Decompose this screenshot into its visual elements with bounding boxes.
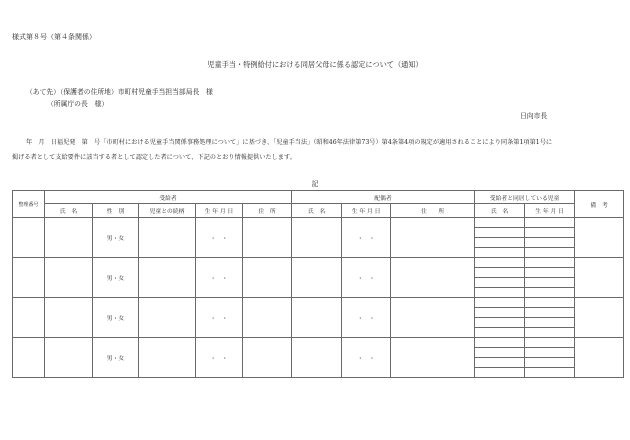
body-text-line-1: 年 月 日福児発 第 号「市町村における児童手当関係事務処理について」に基づき、「児童手当法」（昭和46年法律第73号）第4条第4項の規定が適用されることにより同条第1項第1号に [26,139,553,146]
child-birthdate-cell[interactable] [525,278,575,288]
group-header-row [13,191,624,204]
recipient-name-cell[interactable] [45,298,93,338]
spouse-address-cell[interactable] [391,298,475,338]
child-birthdate-cell[interactable] [525,238,575,248]
child-birthdate-cell[interactable] [525,368,575,378]
child-birthdate-cell[interactable] [525,228,575,238]
child-birthdate-header: 生 年 月 日 [525,204,575,218]
remarks-cell[interactable] [575,298,624,338]
child-name-cell[interactable] [475,328,525,338]
relationship-cell[interactable] [139,258,196,298]
spouse-address-cell[interactable] [391,338,475,378]
child-birthdate-cell[interactable] [525,248,575,258]
remarks-header: 備 考 [575,191,624,218]
information-table [12,190,624,378]
table-row [13,298,624,308]
recipient-sex-header: 性 別 [93,204,139,218]
spouse-name-cell[interactable] [292,338,342,378]
child-birthdate-cell[interactable] [525,268,575,278]
relationship-cell[interactable] [139,218,196,258]
child-name-cell[interactable] [475,368,525,378]
ki-heading: 記 [311,180,319,188]
child-birthdate-cell[interactable] [525,288,575,298]
recipient-birthdate-header: 生 年 月 日 [196,204,243,218]
child-name-cell[interactable] [475,298,525,308]
child-name-cell[interactable] [475,238,525,248]
column-header-row [13,204,624,218]
child-birthdate-cell[interactable] [525,258,575,268]
child-name-cell[interactable] [475,288,525,298]
spouse-name-cell[interactable] [292,258,342,298]
recipient-birthdate-cell[interactable]: ・ ・ [196,338,243,378]
child-name-cell[interactable] [475,218,525,228]
remarks-cell[interactable] [575,258,624,298]
child-name-cell[interactable] [475,308,525,318]
child-name-cell[interactable] [475,318,525,328]
child-birthdate-cell[interactable] [525,298,575,308]
recipient-birthdate-cell[interactable]: ・ ・ [196,218,243,258]
child-name-header: 氏 名 [475,204,525,218]
recipient-name-cell[interactable] [45,218,93,258]
recipient-birthdate-cell[interactable]: ・ ・ [196,298,243,338]
spouse-birthdate-cell[interactable]: ・ ・ [342,298,391,338]
spouse-group-header: 配偶者 [292,191,475,204]
recipient-birthdate-cell[interactable]: ・ ・ [196,258,243,298]
table-row [13,258,624,268]
table-row [13,338,624,348]
spouse-birthdate-cell[interactable]: ・ ・ [342,338,391,378]
child-name-cell[interactable] [475,278,525,288]
serial-number-cell[interactable] [13,338,45,378]
table-row [13,218,624,228]
recipient-address-header: 住 所 [243,204,292,218]
cohabiting-child-group-header: 受給者と同居している児童 [475,191,575,204]
body-text-line-2: 掲げる者として支給要件に該当する者として認定した者について、下記のとおり情報提供いたします。 [12,154,296,161]
document-title: 児童手当・特例給付における同居父母に係る認定について（通知） [207,60,423,69]
relationship-cell[interactable] [139,298,196,338]
recipient-group-header: 受給者 [45,191,292,204]
child-birthdate-cell[interactable] [525,348,575,358]
spouse-birthdate-cell[interactable]: ・ ・ [342,258,391,298]
spouse-birthdate-header: 生 年 月 日 [342,204,391,218]
child-name-cell[interactable] [475,338,525,348]
child-birthdate-cell[interactable] [525,338,575,348]
child-birthdate-cell[interactable] [525,318,575,328]
spouse-name-cell[interactable] [292,298,342,338]
addressee-line-1: （あて先）（保護者の住所地）市町村児童手当担当部局長 様 [26,88,213,96]
spouse-name-header: 氏 名 [292,204,342,218]
child-birthdate-cell[interactable] [525,358,575,368]
remarks-cell[interactable] [575,218,624,258]
recipient-name-cell[interactable] [45,338,93,378]
recipient-address-cell[interactable] [243,218,292,258]
child-name-cell[interactable] [475,358,525,368]
child-name-cell[interactable] [475,268,525,278]
addressee-line-2: （所属庁の長 様） [47,100,109,108]
recipient-address-cell[interactable] [243,258,292,298]
relationship-header: 児童との続柄 [139,204,196,218]
spouse-address-header: 住 所 [391,204,475,218]
recipient-sex-cell[interactable]: 男・女 [93,298,139,338]
child-birthdate-cell[interactable] [525,218,575,228]
issuer-name: 日向市長 [520,112,548,120]
relationship-cell[interactable] [139,338,196,378]
recipient-sex-cell[interactable]: 男・女 [93,218,139,258]
child-name-cell[interactable] [475,248,525,258]
child-name-cell[interactable] [475,258,525,268]
recipient-address-cell[interactable] [243,338,292,378]
serial-number-cell[interactable] [13,298,45,338]
child-name-cell[interactable] [475,228,525,238]
child-birthdate-cell[interactable] [525,328,575,338]
spouse-address-cell[interactable] [391,258,475,298]
recipient-address-cell[interactable] [243,298,292,338]
spouse-address-cell[interactable] [391,218,475,258]
spouse-birthdate-cell[interactable]: ・ ・ [342,218,391,258]
child-name-cell[interactable] [475,348,525,358]
serial-number-cell[interactable] [13,218,45,258]
recipient-sex-cell[interactable]: 男・女 [93,338,139,378]
recipient-name-header: 氏 名 [45,204,93,218]
recipient-name-cell[interactable] [45,258,93,298]
child-birthdate-cell[interactable] [525,308,575,318]
recipient-sex-cell[interactable]: 男・女 [93,258,139,298]
spouse-name-cell[interactable] [292,218,342,258]
serial-number-cell[interactable] [13,258,45,298]
remarks-cell[interactable] [575,338,624,378]
form-number: 様式第８号（第４条関係） [12,33,96,41]
serial-number-header: 整理番号 [13,191,45,218]
